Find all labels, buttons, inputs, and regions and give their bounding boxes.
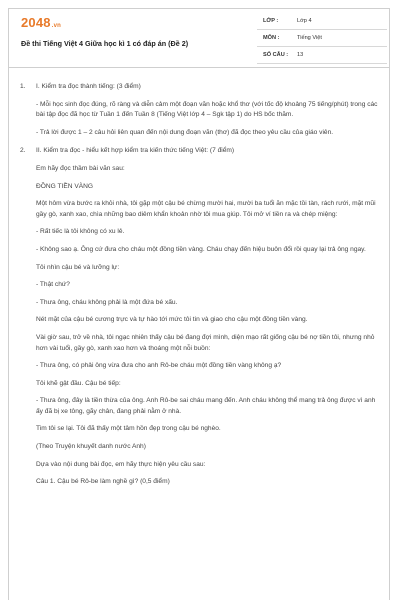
paragraph: - Thưa ông, đây là tiền thừa của ông. Anh Rô-be sai cháu mang đến. Anh cháu không thể mang trả ông được vì anh ấy đã bị xe tông, gãy chân, đang phải nằm ở nhà. [36, 397, 376, 415]
story-title: ĐỒNG TIỀN VÀNG [36, 182, 94, 190]
instruction: Dựa vào nội dung bài đọc, em hãy thực hiện yêu cầu sau: [36, 460, 206, 468]
source-credit: (Theo Truyện khuyết danh nước Anh) [36, 443, 146, 451]
meta-label: LỚP : [263, 18, 279, 24]
paragraph: Vài giờ sau, trở về nhà, tôi ngạc nhiên thấy cậu bé đang đợi mình, diện mạo rất giống cậu bé nợ tiền tôi, nhưng nhỏ hơn vài tuổi, gầy gò, xanh xao hơn và thoáng một nỗi buồn: [36, 333, 375, 352]
document-body [20, 82, 378, 496]
meta-row-grade [257, 13, 387, 30]
paragraph: - Thật chứ? [36, 281, 70, 289]
meta-table [257, 13, 387, 64]
question-text: Câu 1. Cậu bé Rô-be làm nghề gì? (0,5 điểm) [36, 478, 170, 486]
paragraph: Một hôm vừa bước ra khỏi nhà, tôi gặp một cậu bé chừng mười hai, mười ba tuổi ăn mặc tồi tàn, rách rưới, mặt mũi gầy gò, xanh xao, chìa những bao diêm khẩn khoản nhờ tôi mua giúp. Tôi mở ví tiền ra và chép miệng: [36, 200, 376, 218]
meta-row-subject [257, 30, 387, 47]
document-title: Đề thi Tiếng Việt 4 Giữa học kì 1 có đáp án (Đề 2) [21, 39, 189, 48]
paragraph: Tim tôi se lại. Tôi đã thấy một tâm hồn đẹp trong cậu bé nghèo. [36, 425, 221, 433]
logo-suffix: .vn [51, 23, 62, 29]
site-logo[interactable] [21, 15, 61, 30]
meta-label: MÔN : [263, 35, 280, 41]
section-heading: I. Kiểm tra đọc thành tiếng: (3 điểm) [36, 83, 141, 90]
paragraph: - Thưa ông, cháu không phải là một đứa bé xấu. [36, 298, 178, 306]
meta-row-count [257, 47, 387, 64]
meta-label: SỐ CÂU : [263, 52, 289, 58]
meta-value: 13 [297, 52, 304, 58]
paragraph: Tôi khẽ gật đầu. Cậu bé tiếp: [36, 379, 121, 387]
question-item-1 [20, 82, 378, 138]
paragraph: Tôi nhìn cậu bé và lưỡng lự: [36, 263, 120, 271]
paragraph: - Rất tiếc là tôi không có xu lẻ. [36, 228, 125, 236]
document-header [9, 9, 389, 68]
paragraph: - Trả lời được 1 – 2 câu hỏi liên quan đến nội dung đoạn văn (thơ) đã đọc theo yêu cầu của giáo viên. [36, 128, 334, 136]
paragraph: - Thưa ông, có phải ông vừa đưa cho anh Rô-be cháu một đồng tiền vàng không ạ? [36, 362, 282, 370]
item-number: 2. [20, 147, 26, 155]
meta-value: Tiếng Việt [297, 35, 322, 41]
paragraph: - Không sao ạ. Ông cứ đưa cho cháu một đồng tiền vàng. Cháu chạy đến hiệu buôn đổi rồi quay lại trả ông ngay. [36, 245, 366, 253]
logo-main: 2048 [21, 15, 51, 30]
question-item-2 [20, 146, 378, 487]
paragraph: - Mỗi học sinh đọc đúng, rõ ràng và diễn cảm một đoạn văn hoặc khổ thơ (với tốc độ khoảng 75 tiếng/phút) trong các bài tập đọc đã học từ Tuần 1 đến Tuần 8 (Tiếng Việt lớp 4 – Sgk tập 1) do HS bốc thăm. [36, 100, 378, 119]
section-heading: II. Kiểm tra đọc - hiểu kết hợp kiểm tra kiến thức tiếng Việt: (7 điểm) [36, 147, 235, 155]
item-number: 1. [20, 83, 26, 90]
paragraph: Nét mặt của cậu bé cương trực và tự hào tới mức tôi tin và giao cho cậu một đồng tiền vàng. [36, 316, 308, 324]
meta-value: Lớp 4 [297, 18, 312, 24]
paragraph: Em hãy đọc thầm bài văn sau: [36, 164, 125, 172]
